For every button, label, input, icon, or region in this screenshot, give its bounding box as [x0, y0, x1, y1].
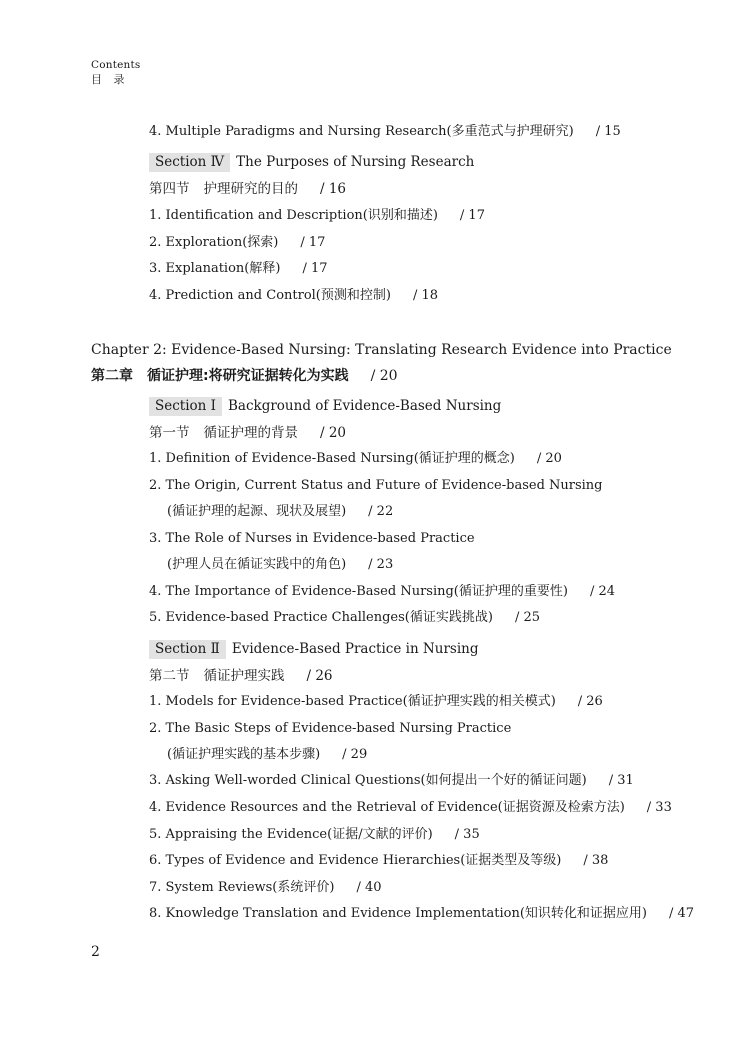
toc-entry-continuation[interactable] [167, 555, 393, 575]
toc-entry-page: / 15 [595, 124, 621, 139]
toc-entry-title: (护理人员在循证实践中的角色) [167, 557, 347, 572]
section-title: The Purposes of Nursing Research [236, 154, 475, 170]
toc-entry-page: / 23 [368, 557, 394, 572]
toc-entry-title: 1. Models for Evidence-based Practice(循证护理实践的相关模式) [149, 694, 556, 709]
toc-entry-title: (循证护理的起源、现状及展望) [167, 504, 347, 519]
toc-entry[interactable] [149, 582, 615, 602]
section-heading-zh[interactable] [149, 666, 333, 686]
toc-entry-title: 3. The Role of Nurses in Evidence-based Practice [149, 531, 475, 546]
section-label: Section Ⅱ [149, 640, 226, 659]
toc-entry-page: / 20 [370, 368, 398, 384]
chapter-label-zh: 第二章 [91, 368, 133, 384]
toc-entry[interactable] [149, 825, 480, 845]
toc-entry-title: 1. Identification and Description(识别和描述) [149, 208, 438, 223]
toc-entry-title: 6. Types of Evidence and Evidence Hierarchies(证据类型及等级) [149, 853, 562, 868]
running-header-en: Contents [91, 59, 141, 71]
section-heading[interactable] [149, 152, 474, 172]
toc-entry-title: 4. Multiple Paradigms and Nursing Research(多重范式与护理研究) [149, 124, 574, 139]
toc-entry-page: / 38 [583, 853, 609, 868]
toc-entry-title: 5. Appraising the Evidence(证据/文献的评价) [149, 827, 433, 842]
toc-entry[interactable] [149, 904, 694, 924]
toc-entry-page: / 16 [320, 181, 347, 197]
toc-entry-page: / 20 [536, 451, 562, 466]
toc-entry[interactable] [149, 449, 562, 469]
page-number: 2 [91, 944, 100, 960]
toc-entry-title: 8. Knowledge Translation and Evidence Implementation(知识转化和证据应用) [149, 906, 647, 921]
toc-entry-title: 3. Explanation(解释) [149, 261, 281, 276]
toc-entry[interactable] [149, 233, 325, 253]
toc-entry-title: (循证护理实践的基本步骤) [167, 747, 321, 762]
toc-entry-page: / 26 [306, 668, 333, 684]
toc-entry[interactable] [149, 529, 475, 549]
toc-entry-page: / 20 [320, 425, 347, 441]
toc-entry-page: / 29 [342, 747, 368, 762]
toc-entry-title: 2. The Origin, Current Status and Future of Evidence-based Nursing [149, 478, 603, 493]
section-heading-zh[interactable] [149, 179, 346, 199]
toc-entry-continuation[interactable] [167, 745, 367, 765]
toc-entry[interactable] [149, 798, 672, 818]
toc-entry[interactable] [149, 206, 485, 226]
toc-entry-page: / 47 [669, 906, 695, 921]
toc-entry[interactable] [149, 608, 540, 628]
toc-entry[interactable] [149, 851, 608, 871]
toc-entry[interactable] [149, 122, 621, 142]
toc-entry-page: / 24 [589, 584, 616, 599]
toc-entry-page: / 18 [412, 288, 439, 303]
section-label-zh: 第二节 [149, 668, 190, 684]
section-heading[interactable] [149, 639, 478, 659]
toc-entry-title: 4. Prediction and Control(预测和控制) [149, 288, 391, 303]
toc-entry-page: / 22 [368, 504, 394, 519]
toc-entry-page: / 31 [608, 773, 634, 788]
toc-entry-continuation[interactable] [167, 502, 393, 522]
toc-entry-title: 4. The Importance of Evidence-Based Nursing(循证护理的重要性) [149, 584, 568, 599]
section-label: Section Ⅰ [149, 397, 222, 416]
toc-entry[interactable] [149, 878, 382, 898]
toc-entry[interactable] [149, 692, 603, 712]
toc-entry-page: / 35 [454, 827, 480, 842]
toc-entry-title: 7. System Reviews(系统评价) [149, 880, 335, 895]
toc-entry[interactable] [149, 719, 511, 739]
toc-entry-title: 3. Asking Well-worded Clinical Questions(如何提出一个好的循证问题) [149, 773, 587, 788]
section-label: Section Ⅳ [149, 153, 230, 172]
toc-entry-title: 2. The Basic Steps of Evidence-based Nursing Practice [149, 721, 512, 736]
toc-entry-title: 2. Exploration(探索) [149, 235, 279, 250]
toc-entry-page: / 25 [514, 610, 540, 625]
toc-entry-page: / 26 [577, 694, 603, 709]
running-header [91, 58, 141, 87]
section-title: Background of Evidence-Based Nursing [228, 398, 502, 414]
toc-entry-page: / 17 [302, 261, 328, 276]
toc-entry[interactable] [149, 286, 438, 306]
chapter-title-zh[interactable] [91, 366, 398, 386]
section-title-zh: 循证护理实践 [203, 668, 285, 684]
section-label-zh: 第一节 [149, 425, 190, 441]
running-header-zh: 目 录 [91, 73, 129, 86]
toc-entry-page: / 33 [646, 800, 672, 815]
section-title-zh: 护理研究的目的 [203, 181, 298, 197]
toc-entry-title: 4. Evidence Resources and the Retrieval of Evidence(证据资源及检索方法) [149, 800, 625, 815]
toc-entry-page: / 17 [300, 235, 326, 250]
toc-entry-title: 1. Definition of Evidence-Based Nursing(循证护理的概念) [149, 451, 515, 466]
section-label-zh: 第四节 [149, 181, 190, 197]
section-heading-zh[interactable] [149, 423, 346, 443]
toc-entry[interactable] [149, 771, 634, 791]
chapter-title-en[interactable]: Chapter 2: Evidence-Based Nursing: Translating Research Evidence into Practice [91, 342, 672, 358]
section-title-zh: 循证护理的背景 [203, 425, 298, 441]
section-heading[interactable] [149, 396, 501, 416]
chapter-name-zh: 循证护理:将研究证据转化为实践 [147, 368, 349, 384]
toc-entry[interactable] [149, 259, 328, 279]
toc-entry-page: / 40 [356, 880, 382, 895]
toc-entry[interactable] [149, 476, 603, 496]
toc-entry-title: 5. Evidence-based Practice Challenges(循证实践挑战) [149, 610, 493, 625]
toc-entry-page: / 17 [459, 208, 485, 223]
section-title: Evidence-Based Practice in Nursing [231, 641, 479, 657]
